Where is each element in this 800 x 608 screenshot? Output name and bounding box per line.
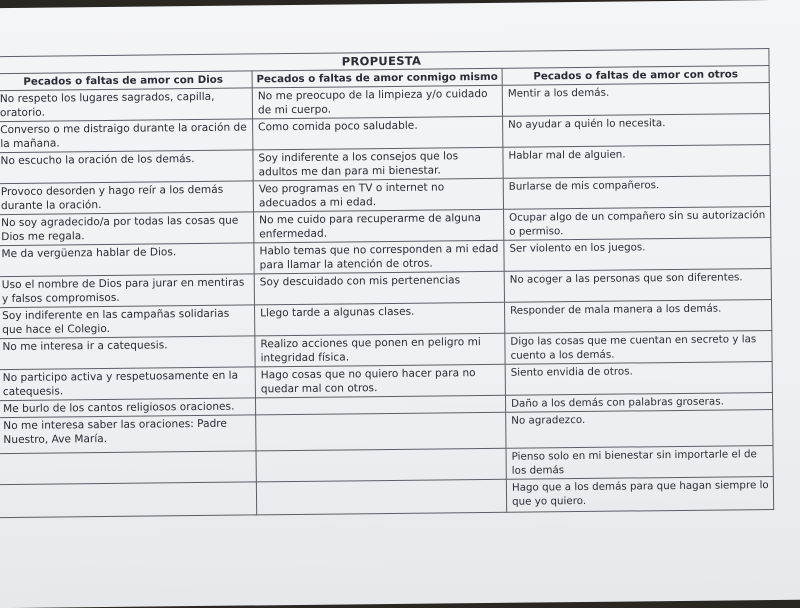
cell-dios: Converso o me distraigo durante la oración de la mañana. [0, 119, 253, 153]
cell-conmigo: Llego tarde a algunas clases. [255, 302, 505, 336]
cell-otros: Hablar mal de alguien. [503, 145, 770, 179]
cell-otros: Mentir a los demás. [502, 83, 769, 117]
column-header-dios: Pecados o faltas de amor con Dios [0, 71, 252, 91]
cell-otros: Pienso solo en mi bienestar sin importarle el de los demás [506, 445, 773, 479]
cell-conmigo: Hablo temas que no corresponden a mi edad para llamar la atención de otros. [254, 240, 504, 274]
cell-dios: No soy agradecido/a por todas las cosas que Dios me regala. [0, 212, 254, 246]
column-header-conmigo: Pecados o faltas de amor conmigo mismo [252, 68, 502, 88]
cell-otros: Burlarse de mis compañeros. [503, 176, 770, 210]
cell-conmigo: Soy descuidado con mis pertenencias [254, 271, 504, 305]
cell-conmigo [256, 479, 506, 515]
cell-conmigo: No me preocupo de la limpieza y/o cuidado de mi cuerpo. [252, 85, 502, 119]
cell-dios: Me burlo de los cantos religiosos oraciones. [0, 398, 256, 418]
cell-otros: Responder de mala manera a los demás. [504, 300, 771, 334]
cell-dios: No participo activa y respetuosamente en la catequesis. [0, 367, 255, 401]
cell-otros: Daño a los demás con palabras groseras. [505, 392, 772, 412]
cell-otros: Siento envidia de otros. [505, 362, 772, 396]
cell-conmigo: No me cuido para recuperarme de alguna enfermedad. [254, 209, 504, 243]
cell-dios: No escucho la oración de los demás. [0, 150, 253, 184]
cell-dios [0, 482, 257, 518]
cell-otros: No acoger a las personas que son diferentes. [504, 269, 771, 303]
cell-dios: Provoco desorden y hago reír a los demás durante la oración. [0, 181, 254, 215]
cell-conmigo: Como comida poco saludable. [253, 116, 503, 150]
cell-otros: No ayudar a quién lo necesita. [503, 114, 770, 148]
cell-dios: Me da vergüenza hablar de Dios. [0, 243, 254, 277]
table-title: PROPUESTA [0, 49, 769, 74]
proposal-table [0, 48, 774, 518]
cell-dios: Soy indiferente en las campañas solidarias que hace el Colegio. [0, 305, 255, 339]
cell-otros: Ser violento en los juegos. [504, 238, 771, 272]
cell-otros: Digo las cosas que me cuentan en secreto y las cuento a los demás. [505, 331, 772, 365]
cell-conmigo: Hago cosas que no quiero hacer para no quedar mal con otros. [255, 364, 505, 398]
cell-dios: Uso el nombre de Dios para jurar en mentiras y falsos compromisos. [0, 274, 255, 308]
cell-dios [0, 451, 256, 485]
cell-otros: No agradezco. [506, 409, 773, 448]
cell-otros: Hago que a los demás para que hagan siempre lo que yo quiero. [506, 476, 773, 512]
cell-conmigo [256, 448, 506, 482]
cell-conmigo: Veo programas en TV o internet no adecuados a mi edad. [253, 178, 503, 212]
cell-dios: No me interesa saber las oraciones: Padre Nuestro, Ave María. [0, 415, 256, 454]
cell-conmigo: Realizo acciones que ponen en peligro mi integridad física. [255, 333, 505, 367]
table-row [0, 476, 774, 517]
cell-dios: No me interesa ir a catequesis. [0, 336, 255, 370]
cell-conmigo: Soy indiferente a los consejos que los adultos me dan para mi bienestar. [253, 147, 503, 181]
cell-dios: No respeto los lugares sagrados, capilla, oratorio. [0, 88, 253, 122]
cell-otros: Ocupar algo de un compañero sin su autorización o permiso. [504, 207, 771, 241]
column-header-otros: Pecados o faltas de amor con otros [502, 66, 769, 86]
cell-conmigo [256, 412, 506, 451]
